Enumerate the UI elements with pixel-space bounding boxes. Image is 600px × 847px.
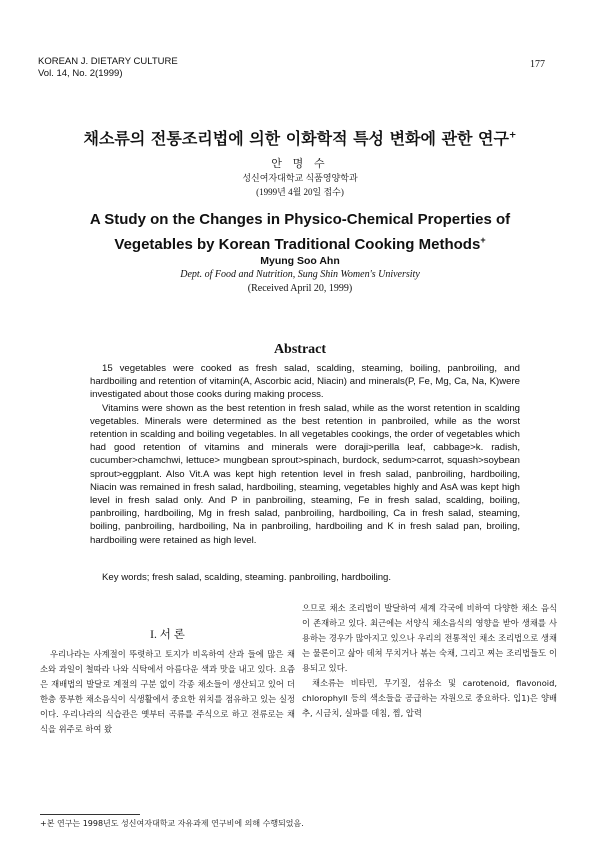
english-title-line2-text: Vegetables by Korean Traditional Cooking Methods — [114, 236, 481, 253]
english-title-line2 — [60, 230, 540, 255]
abstract-heading: Abstract — [273, 342, 327, 357]
abstract-paragraph-2: Vitamins were shown as the best retention in fresh salad, while as the worst retention in scalding vegetables. Minerals were determined as the best retention in panbroiled, while as the worst retention in scalding and boiling vegetables. In all vegetables cookings, the order of vegetables which had good retention of vitamins and minerals were doraji>perilla leaf, cabbage>k. radish, cucumber>chamchwi, lettuce> mungbean sprout>spinach, burdock, sedum>carrot, squash>soybean sprout>eggplant. Also Vit.A was kept high retention level in fresh salad, panbroiling, hardboiling, Niacin was remained in fresh salad, hardboiling, steaming, vegetables highly and AsA was kept high level in fresh salad only. And P in panbroiling, steaming, Fe in fresh salad, scalding, boiling, panbroiling, hardboiling, Mg in fresh salad, panbroiling, hardboiling, Ca in fresh salad, steaming, boiling, panbroiling, hardboiling, Na in panbroiling, hardboiling and K in fresh salad pan, broiling, hardboiling were retained as high level. — [90, 402, 520, 546]
abstract-paragraph-1: 15 vegetables were cooked as fresh salad, scalding, steaming, boiling, panbroiling, and hardboiling and retention of vitamin(A, Ascorbic acid, Niacin) and minerals(P, Fe, Mg, Ca, Na, K)were investigated about those cooks during making process. — [90, 363, 520, 401]
english-affiliation: Dept. of Food and Nutrition, Sung Shin Women's University — [180, 269, 420, 280]
keywords — [102, 572, 522, 583]
page-number: 177 — [530, 59, 545, 70]
english-title-line1: A Study on the Changes in Physico-Chemical Properties of — [89, 211, 511, 228]
intro-right-paragraph-1: 으므로 채소 조리법이 발달하여 세계 각국에 비하여 다양한 채소 음식이 존재하고 있다. 최근에는 서양식 채소음식의 영향을 받아 생채를 사용하는 경우가 많아지고 있으나 우리의 전통적인 채소 조리법으로 생채는 물론이고 삶아 데쳐 무치거나 볶는 숙채, 그리고 찌는 조리법들도 이용되고 있다. — [302, 603, 557, 673]
section-heading-introduction: I. 서 론 — [150, 629, 185, 641]
footnote-rule — [40, 814, 140, 815]
korean-title-mark: + — [508, 130, 517, 141]
keywords-list: ; fresh salad, scalding, steaming. panbroiling, hardboiling. — [146, 572, 392, 583]
left-column — [40, 647, 295, 737]
korean-received: (1999년 4월 20일 접수) — [256, 187, 344, 197]
korean-author: 안 명 수 — [271, 158, 329, 170]
footnote: +본 연구는 1998년도 성신여자대학교 자유과제 연구비에 의해 수행되었음. — [40, 819, 304, 828]
intro-right-paragraph-2: 채소류는 비타민, 무기질, 섬유소 및 carotenoid, flavonoid, chlorophyll 등의 색소들을 공급하는 자원으로 중요하다. 입1)은 양배추, 시금치, 실파를 데침, 찜, 압력 — [302, 678, 557, 718]
korean-title-text: 채소류의 전통조리법에 의한 이화학적 특성 변화에 관한 연구 — [83, 129, 509, 148]
english-received: (Received April 20, 1999) — [247, 283, 353, 294]
english-author: Myung Soo Ahn — [260, 255, 340, 267]
journal-name: KOREAN J. DIETARY CULTURE — [38, 56, 178, 67]
journal-header — [38, 56, 178, 80]
right-column — [302, 601, 557, 721]
keywords-label: Key words — [102, 572, 147, 583]
journal-volume: Vol. 14, No. 2(1999) — [38, 68, 123, 79]
korean-title — [0, 126, 600, 149]
english-title — [60, 210, 540, 255]
korean-affiliation: 성신여자대학교 식품영양학과 — [242, 173, 358, 183]
english-title-mark: + — [480, 235, 486, 245]
abstract-body — [90, 362, 520, 547]
intro-left-paragraph: 우리나라는 사계절이 뚜렷하고 토지가 비옥하여 산과 들에 많은 채소와 과일이 철따라 나와 식탁에서 아름다운 색과 맛을 내고 있다. 요즘은 재배법의 발달로 계절의 구분 없이 각종 채소들이 생산되고 있어 더 한층 풍부한 채소음식이 식생활에서 중요한 위치를 점유하고 있는 실정이다. 우리나라의 식습관은 옛부터 곡류를 주식으로 하고 전류로는 채식을 위주로 하여 왔 — [40, 649, 295, 734]
